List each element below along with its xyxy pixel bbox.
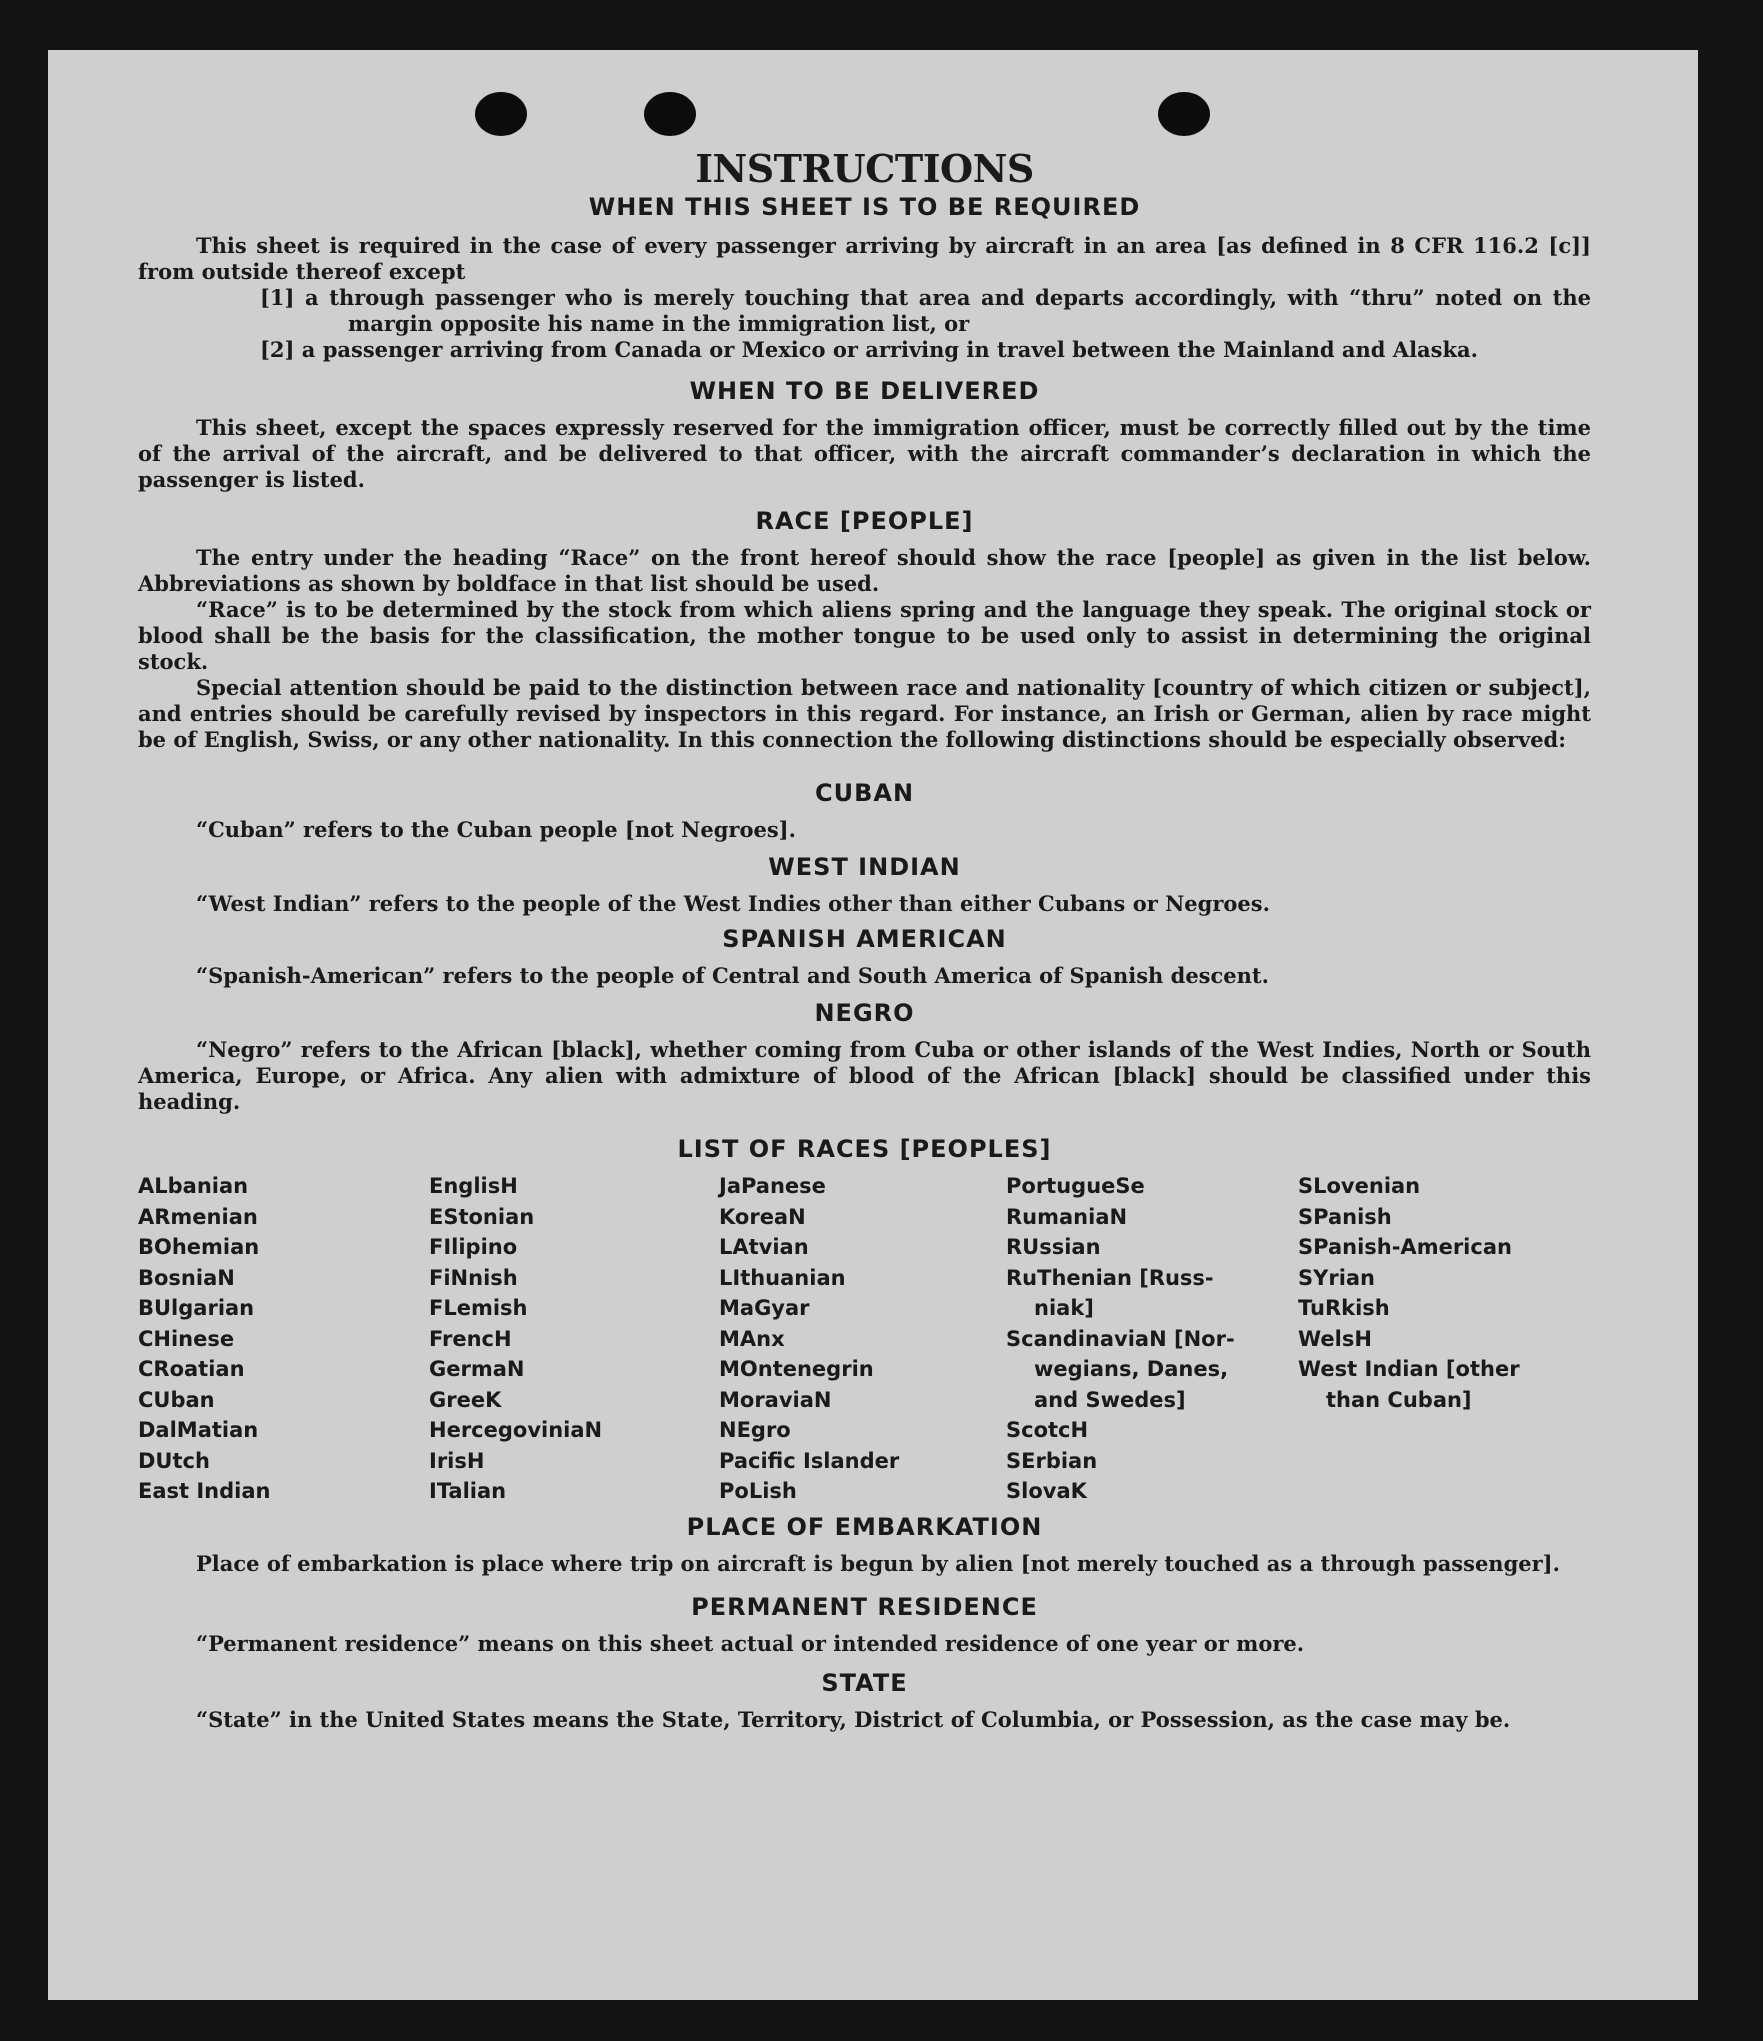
instruction-sheet — [48, 50, 1698, 2000]
races-column — [429, 1171, 602, 1507]
heading-spanish-american: SPANISH AMERICAN — [722, 925, 1007, 953]
race-entry: West Indian [other — [1298, 1357, 1520, 1381]
race-entry: than Cuban] — [1326, 1387, 1472, 1412]
heading-permanent-residence: PERMANENT RESIDENCE — [691, 1593, 1038, 1621]
heading-west-indian: WEST INDIAN — [768, 853, 961, 881]
races-column — [138, 1171, 270, 1507]
race-entry: ARmenian — [138, 1204, 258, 1229]
race-entry: Pacific Islander — [719, 1448, 900, 1473]
race-entry: TuRkish — [1298, 1296, 1390, 1320]
punch-hole — [475, 92, 527, 136]
exception-item-2: [2] a passenger arriving from Canada or Mexico or arriving in travel between the Mainland and Alaska. — [260, 337, 1478, 362]
race-entry: GermaN — [429, 1357, 525, 1381]
negro-text: “Negro” refers to the African [black], whether coming from Cuba or other islands of the West Indies, North or South America, Europe, or Africa. Any alien with admixture of blood of the African [black] should be classified under this heading. — [138, 1037, 1591, 1114]
race-entry: ScandinaviaN [Nor- — [1006, 1326, 1235, 1351]
race-entry: EStonian — [429, 1204, 535, 1229]
heading-embarkation: PLACE OF EMBARKATION — [686, 1513, 1043, 1541]
race-paragraph-3: Special attention should be paid to the distinction between race and nationality [country of which citizen or subject], and entries should be carefully revised by inspectors in this regard. For instance, an Irish or German, alien by race might be of English, Swiss, or any other nationality. In this connection the following distinctions should be especially observed: — [138, 675, 1591, 752]
race-entry: MOntenegrin — [719, 1357, 874, 1381]
race-entry: East Indian — [138, 1479, 271, 1503]
exception-item-1: [1] a through passenger who is merely touching that area and departs accordingly, with “thru” noted on the margin opposite his name in the immigration list, or — [260, 285, 1591, 336]
race-entry: DUtch — [138, 1448, 210, 1473]
race-entry: IrisH — [429, 1448, 485, 1473]
race-entry: ITalian — [429, 1479, 507, 1503]
race-entry: FIlipino — [429, 1235, 518, 1259]
races-column — [1298, 1171, 1520, 1415]
permanent-residence-text: “Permanent residence” means on this sheet actual or intended residence of one year or more. — [196, 1631, 1305, 1656]
race-entry: and Swedes] — [1034, 1387, 1186, 1412]
race-entry: RumaniaN — [1006, 1204, 1128, 1229]
race-entry: SYrian — [1298, 1265, 1376, 1290]
heading-negro: NEGRO — [814, 999, 915, 1027]
west-indian-text: “West Indian” refers to the people of the West Indies other than either Cubans or Negroes. — [196, 891, 1270, 916]
race-entry: CHinese — [138, 1326, 235, 1351]
spanish-american-text: “Spanish-American” refers to the people of Central and South America of Spanish descent. — [196, 963, 1269, 988]
race-entry: ALbanian — [138, 1174, 249, 1198]
races-column — [719, 1171, 899, 1507]
race-entry: RUssian — [1006, 1235, 1101, 1259]
race-entry: ScotcH — [1006, 1418, 1089, 1442]
document-body — [138, 145, 1591, 1733]
race-entry: BUlgarian — [138, 1296, 255, 1320]
race-entry: GreeK — [429, 1387, 502, 1412]
race-entry: FiNnish — [429, 1265, 518, 1290]
races-column — [1006, 1171, 1235, 1507]
race-entry: SPanish — [1298, 1204, 1392, 1229]
heading-list-of-races: LIST OF RACES [PEOPLES] — [677, 1135, 1052, 1163]
cuban-text: “Cuban” refers to the Cuban people [not Negroes]. — [196, 817, 796, 842]
race-entry: PoLish — [719, 1479, 797, 1503]
race-entry: SlovaK — [1006, 1479, 1087, 1503]
race-entry: LAtvian — [719, 1235, 809, 1259]
race-entry: BosniaN — [138, 1265, 235, 1290]
race-entry: MaGyar — [719, 1296, 810, 1320]
embarkation-text: Place of embarkation is place where trip on aircraft is begun by alien [not merely touched as a through passenger]. — [196, 1551, 1560, 1576]
race-entry: CRoatian — [138, 1357, 245, 1381]
races-list — [138, 1171, 1591, 1501]
race-entry: NEgro — [719, 1418, 791, 1442]
race-entry: niak] — [1034, 1296, 1094, 1320]
page-title: INSTRUCTIONS — [695, 146, 1034, 191]
race-entry: CUban — [138, 1387, 215, 1412]
race-entry: FrencH — [429, 1326, 512, 1351]
race-entry: SLovenian — [1298, 1174, 1421, 1198]
race-entry: RuThenian [Russ- — [1006, 1265, 1214, 1290]
race-entry: WelsH — [1298, 1326, 1372, 1351]
race-entry: LIthuanian — [719, 1265, 846, 1290]
punch-hole — [1158, 92, 1210, 136]
race-entry: SErbian — [1006, 1448, 1098, 1473]
race-entry: EnglisH — [429, 1174, 518, 1198]
when-required-text: This sheet is required in the case of every passenger arriving by aircraft in an area [as defined in 8 CFR 116.2 [c]] from outside thereof except — [138, 233, 1591, 284]
race-entry: PortugueSe — [1006, 1174, 1145, 1198]
heading-when-delivered: WHEN TO BE DELIVERED — [689, 377, 1040, 405]
race-entry: KoreaN — [719, 1204, 806, 1229]
race-paragraph-1: The entry under the heading “Race” on the front hereof should show the race [people] as given in the list below. Abbreviations as shown by boldface in that list should be used. — [138, 545, 1591, 596]
race-entry: FLemish — [429, 1296, 528, 1320]
heading-race: RACE [PEOPLE] — [755, 507, 974, 535]
punch-hole — [644, 92, 696, 136]
race-entry: wegians, Danes, — [1034, 1357, 1229, 1381]
heading-when-required: WHEN THIS SHEET IS TO BE REQUIRED — [588, 193, 1141, 221]
when-delivered-text: This sheet, except the spaces expressly reserved for the immigration officer, must be correctly filled out by the time of the arrival of the aircraft, and be delivered to that officer, with the aircraft commander’s declaration in which the passenger is listed. — [138, 415, 1591, 492]
race-entry: JaPanese — [719, 1174, 826, 1198]
race-entry: BOhemian — [138, 1235, 260, 1259]
race-entry: SPanish-American — [1298, 1235, 1512, 1259]
race-entry: DalMatian — [138, 1418, 259, 1442]
race-entry: HercegoviniaN — [429, 1418, 603, 1442]
heading-cuban: CUBAN — [814, 779, 915, 807]
state-text: “State” in the United States means the State, Territory, District of Columbia, or Possession, as the case may be. — [196, 1707, 1511, 1732]
heading-state: STATE — [821, 1669, 908, 1697]
race-entry: MoraviaN — [719, 1387, 832, 1412]
race-paragraph-2: “Race” is to be determined by the stock from which aliens spring and the language they speak. The original stock or blood shall be the basis for the classification, the mother tongue to be used only to assist in determining the original stock. — [138, 597, 1591, 674]
race-entry: MAnx — [719, 1326, 785, 1351]
